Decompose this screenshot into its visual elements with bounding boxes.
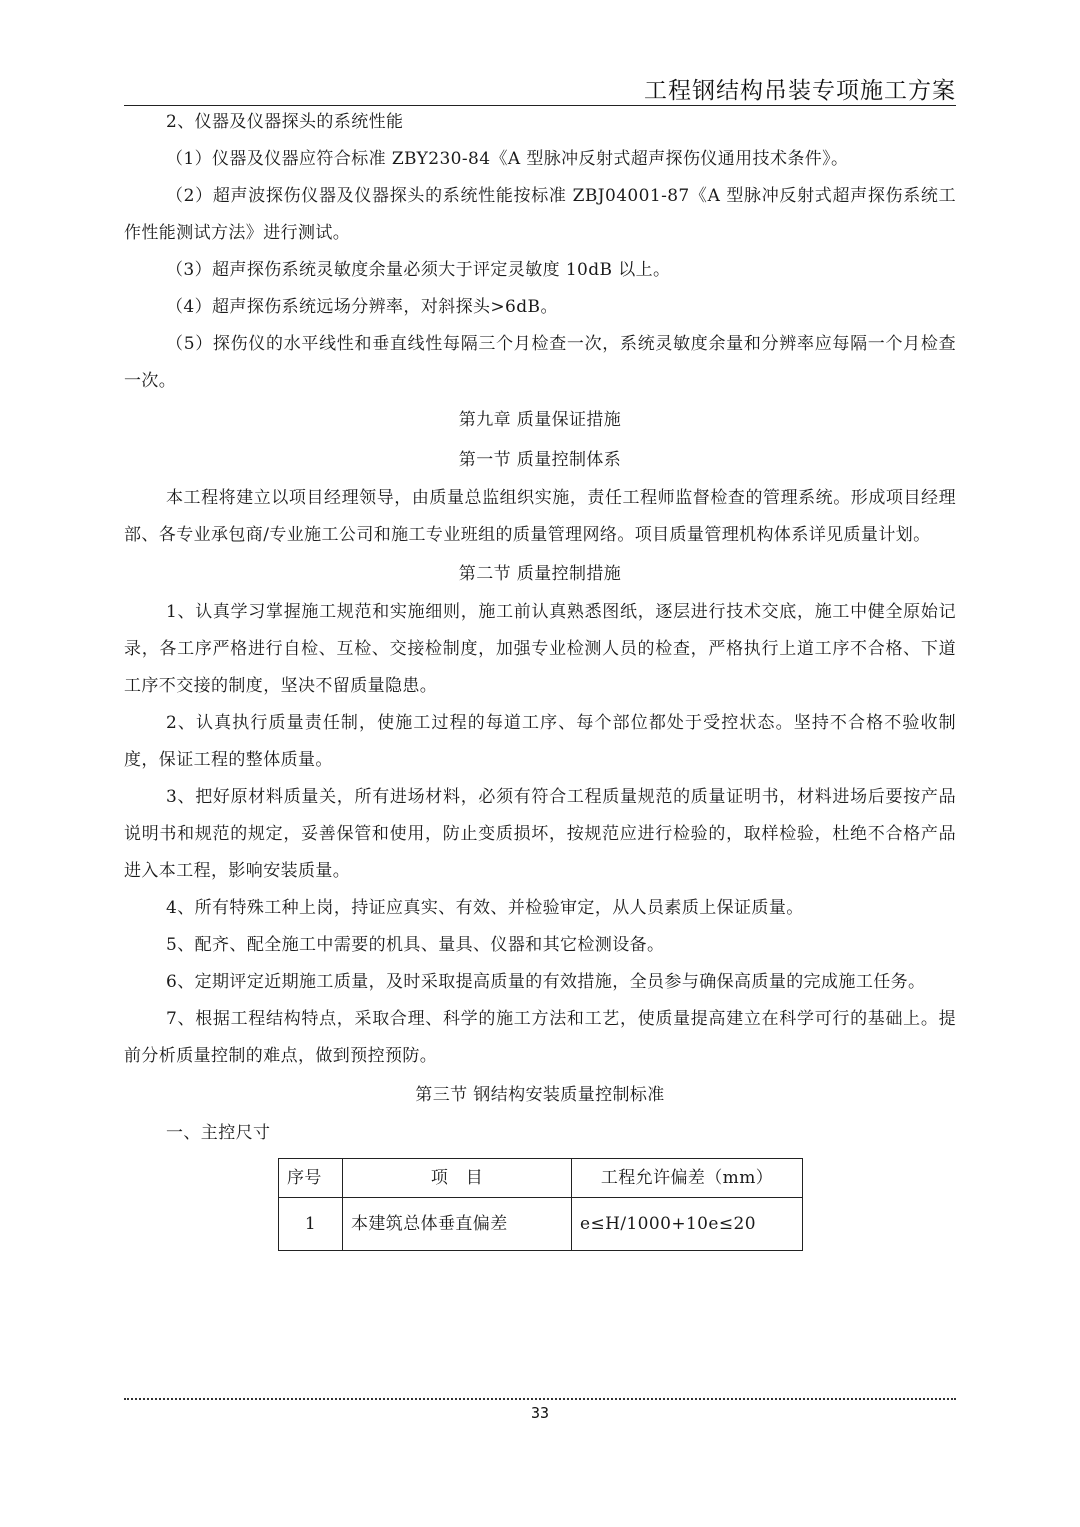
paragraph: （3）超声探伤系统灵敏度余量必须大于评定灵敏度 10dB 以上。 — [166, 260, 671, 280]
paragraph: 本工程将建立以项目经理领导，由质量总监组织实施，责任工程师监督检查的管理系统。形成项目经理部、各专业承包商/专业施工公司和施工专业班组的质量管理网络。项目质量管理机构体系详见质量计划。 — [124, 488, 956, 545]
list-item: 2、认真执行质量责任制，使施工过程的每道工序、每个部位都处于受控状态。坚持不合格不验收制度，保证工程的整体质量。 — [124, 713, 956, 770]
table-cell: 本建筑总体垂直偏差 — [343, 1198, 572, 1251]
page-number: 33 — [530, 1404, 550, 1422]
list-item: 7、根据工程结构特点，采取合理、科学的施工方法和工艺，使质量提高建立在科学可行的基础上。提前分析质量控制的难点，做到预控预防。 — [124, 1009, 956, 1066]
paragraph: （1）仪器及仪器应符合标准 ZBY230-84《A 型脉冲反射式超声探伤仪通用技术条件》。 — [166, 149, 849, 169]
table-row — [279, 1198, 803, 1251]
footer-divider — [124, 1398, 956, 1400]
section-heading: 第三节 钢结构安装质量控制标准 — [415, 1085, 665, 1105]
table-header-cell: 序号 — [279, 1159, 343, 1198]
paragraph: （2）超声波探伤仪器及仪器探头的系统性能按标准 ZBJ04001-87《A 型脉冲反射式超声探伤系统工作性能测试方法》进行测试。 — [124, 186, 956, 243]
list-item: 6、定期评定近期施工质量，及时采取提高质量的有效措施，全员参与确保高质量的完成施工任务。 — [166, 972, 926, 992]
list-item: 4、所有特殊工种上岗，持证应真实、有效、并检验审定，从人员素质上保证质量。 — [166, 898, 804, 918]
table-header-row — [279, 1159, 803, 1198]
chapter-heading: 第九章 质量保证措施 — [458, 410, 622, 430]
document-body — [124, 104, 956, 1251]
table-cell: e≤H/1000+10e≤20 — [572, 1198, 803, 1251]
section-heading: 第二节 质量控制措施 — [458, 564, 622, 584]
paragraph: 2、仪器及仪器探头的系统性能 — [166, 112, 404, 132]
tolerance-table — [278, 1158, 803, 1251]
list-item: 5、配齐、配全施工中需要的机具、量具、仪器和其它检测设备。 — [166, 935, 665, 955]
list-item: 3、把好原材料质量关，所有进场材料，必须有符合工程质量规范的质量证明书，材料进场后要按产品说明书和规范的规定，妥善保管和使用，防止变质损坏，按规范应进行检验的，取样检验，杜绝不合格产品进入本工程，影响安装质量。 — [124, 787, 956, 881]
page-header-title: 工程钢结构吊装专项施工方案 — [644, 78, 956, 104]
subheading: 一、主控尺寸 — [166, 1123, 271, 1143]
paragraph: （5）探伤仪的水平线性和垂直线性每隔三个月检查一次，系统灵敏度余量和分辨率应每隔一个月检查一次。 — [124, 334, 956, 391]
table-header-cell: 项 目 — [343, 1159, 572, 1198]
table-header-cell: 工程允许偏差（mm） — [572, 1159, 803, 1198]
paragraph: （4）超声探伤系统远场分辨率，对斜探头>6dB。 — [166, 297, 558, 317]
list-item: 1、认真学习掌握施工规范和实施细则，施工前认真熟悉图纸，逐层进行技术交底，施工中健全原始记录，各工序严格进行自检、互检、交接检制度，加强专业检测人员的检查，严格执行上道工序不合格、下道工序不交接的制度，坚决不留质量隐患。 — [124, 602, 956, 696]
section-heading: 第一节 质量控制体系 — [458, 450, 622, 470]
table-cell: 1 — [279, 1198, 343, 1251]
